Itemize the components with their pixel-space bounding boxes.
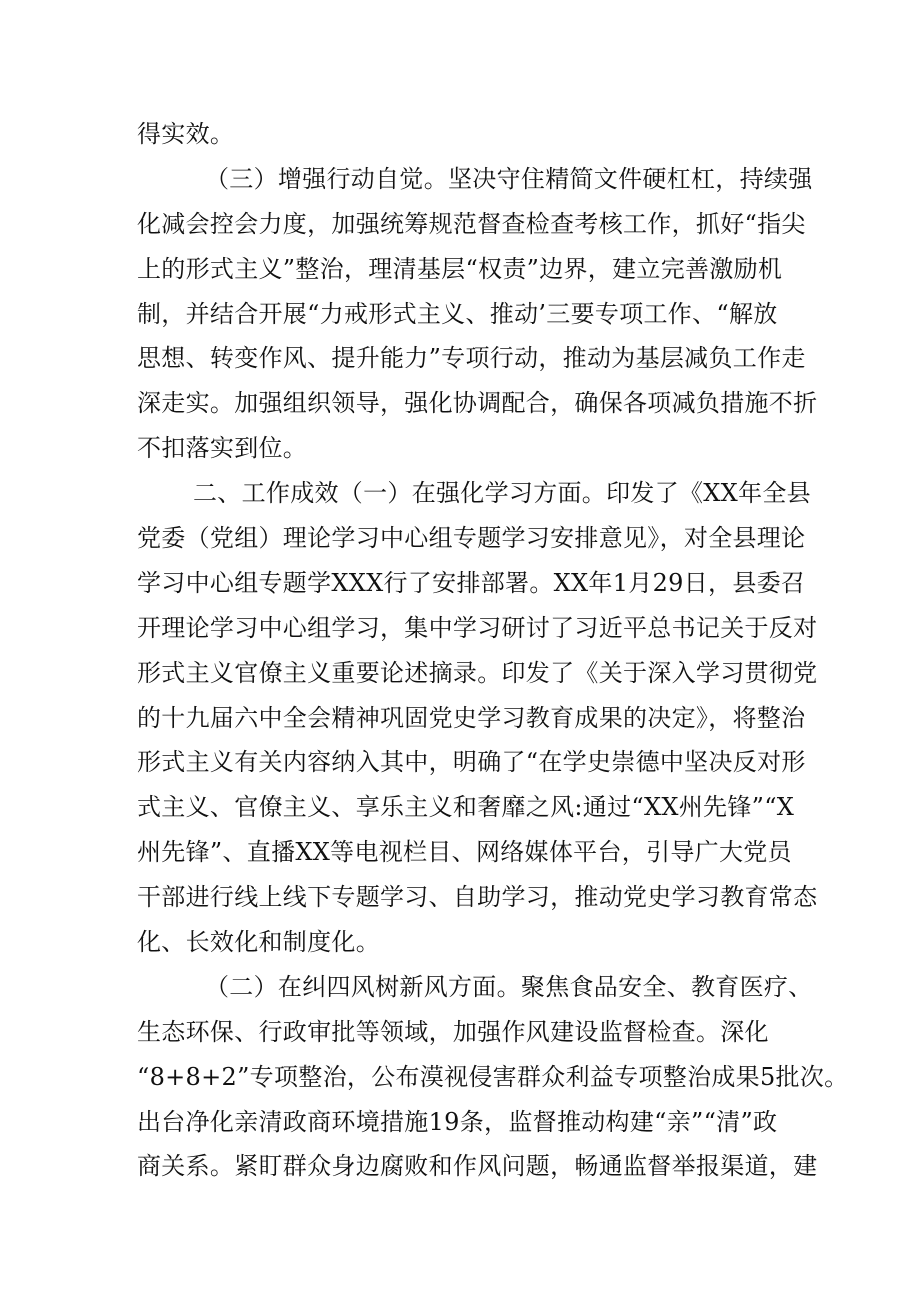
text-line-19: 化、长效化和制度化。 xyxy=(137,928,380,957)
text-line-20: （二）在纠四风树新风方面。聚焦食品安全、教育医疗、 xyxy=(205,972,813,1001)
text-line-13: 形式主义官僚主义重要论述摘录。印发了《关于深入学习贯彻党 xyxy=(137,658,818,687)
text-line-15: 形式主义有关内容纳入其中，明确了“在学史崇德中坚决反对形 xyxy=(137,748,806,777)
text-line-6: 思想、转变作风、提升能力”专项行动，推动为基层减负工作走 xyxy=(137,344,806,373)
text-line-9: 二、工作成效（一）在强化学习方面。印发了《XX年全县 xyxy=(193,479,811,508)
text-line-16: 式主义、官僚主义、享乐主义和奢靡之风:通过“XX州先锋”“X xyxy=(137,793,795,822)
text-line-10: 党委（党组）理论学习中心组专题学习安排意见》，对全县理论 xyxy=(137,524,806,553)
document-body xyxy=(137,112,849,1189)
text-line-12: 开理论学习中心组学习，集中学习研讨了习近平总书记关于反对 xyxy=(137,613,818,642)
text-line-18: 干部进行线上线下专题学习、自助学习，推动党史学习教育常态 xyxy=(137,883,818,912)
text-line-14: 的十九届六中全会精神巩固党史学习教育成果的决定》，将整治 xyxy=(137,703,806,732)
text-line-2: （三）增强行动自觉。坚决守住精简文件硬杠杠，持续强 xyxy=(205,164,813,193)
text-line-11: 学习中心组专题学XXX行了安排部署。XX年1月29日，县委召 xyxy=(137,568,806,597)
text-line-1: 得实效。 xyxy=(137,120,235,148)
text-line-21: 生态环保、行政审批等领域，加强作风建设监督检查。深化 xyxy=(137,1017,769,1046)
text-line-22: “8+8+2”专项整治，公布漠视侵害群众利益专项整治成果5批次。 xyxy=(137,1062,849,1091)
text-line-8: 不扣落实到位。 xyxy=(137,434,308,463)
text-line-4: 上的形式主义”整治，理清基层“权责”边界，建立完善激励机 xyxy=(137,254,783,283)
text-line-17: 州先锋”、直播XX等电视栏目、网络媒体平台，引导广大党员 xyxy=(137,838,792,867)
text-line-7: 深走实。加强组织领导，强化协调配合，确保各项减负措施不折 xyxy=(137,389,818,418)
text-line-24: 商关系。紧盯群众身边腐败和作风问题，畅通监督举报渠道，建 xyxy=(137,1152,818,1181)
text-line-3: 化减会控会力度，加强统筹规范督查检查考核工作，抓好“指尖 xyxy=(137,209,806,238)
text-line-23: 出台净化亲清政商环境措施19条，监督推动构建“亲”“清”政 xyxy=(137,1107,778,1136)
text-line-5: 制，并结合开展“力戒形式主义、推动’三要专项工作、“解放 xyxy=(137,299,778,328)
